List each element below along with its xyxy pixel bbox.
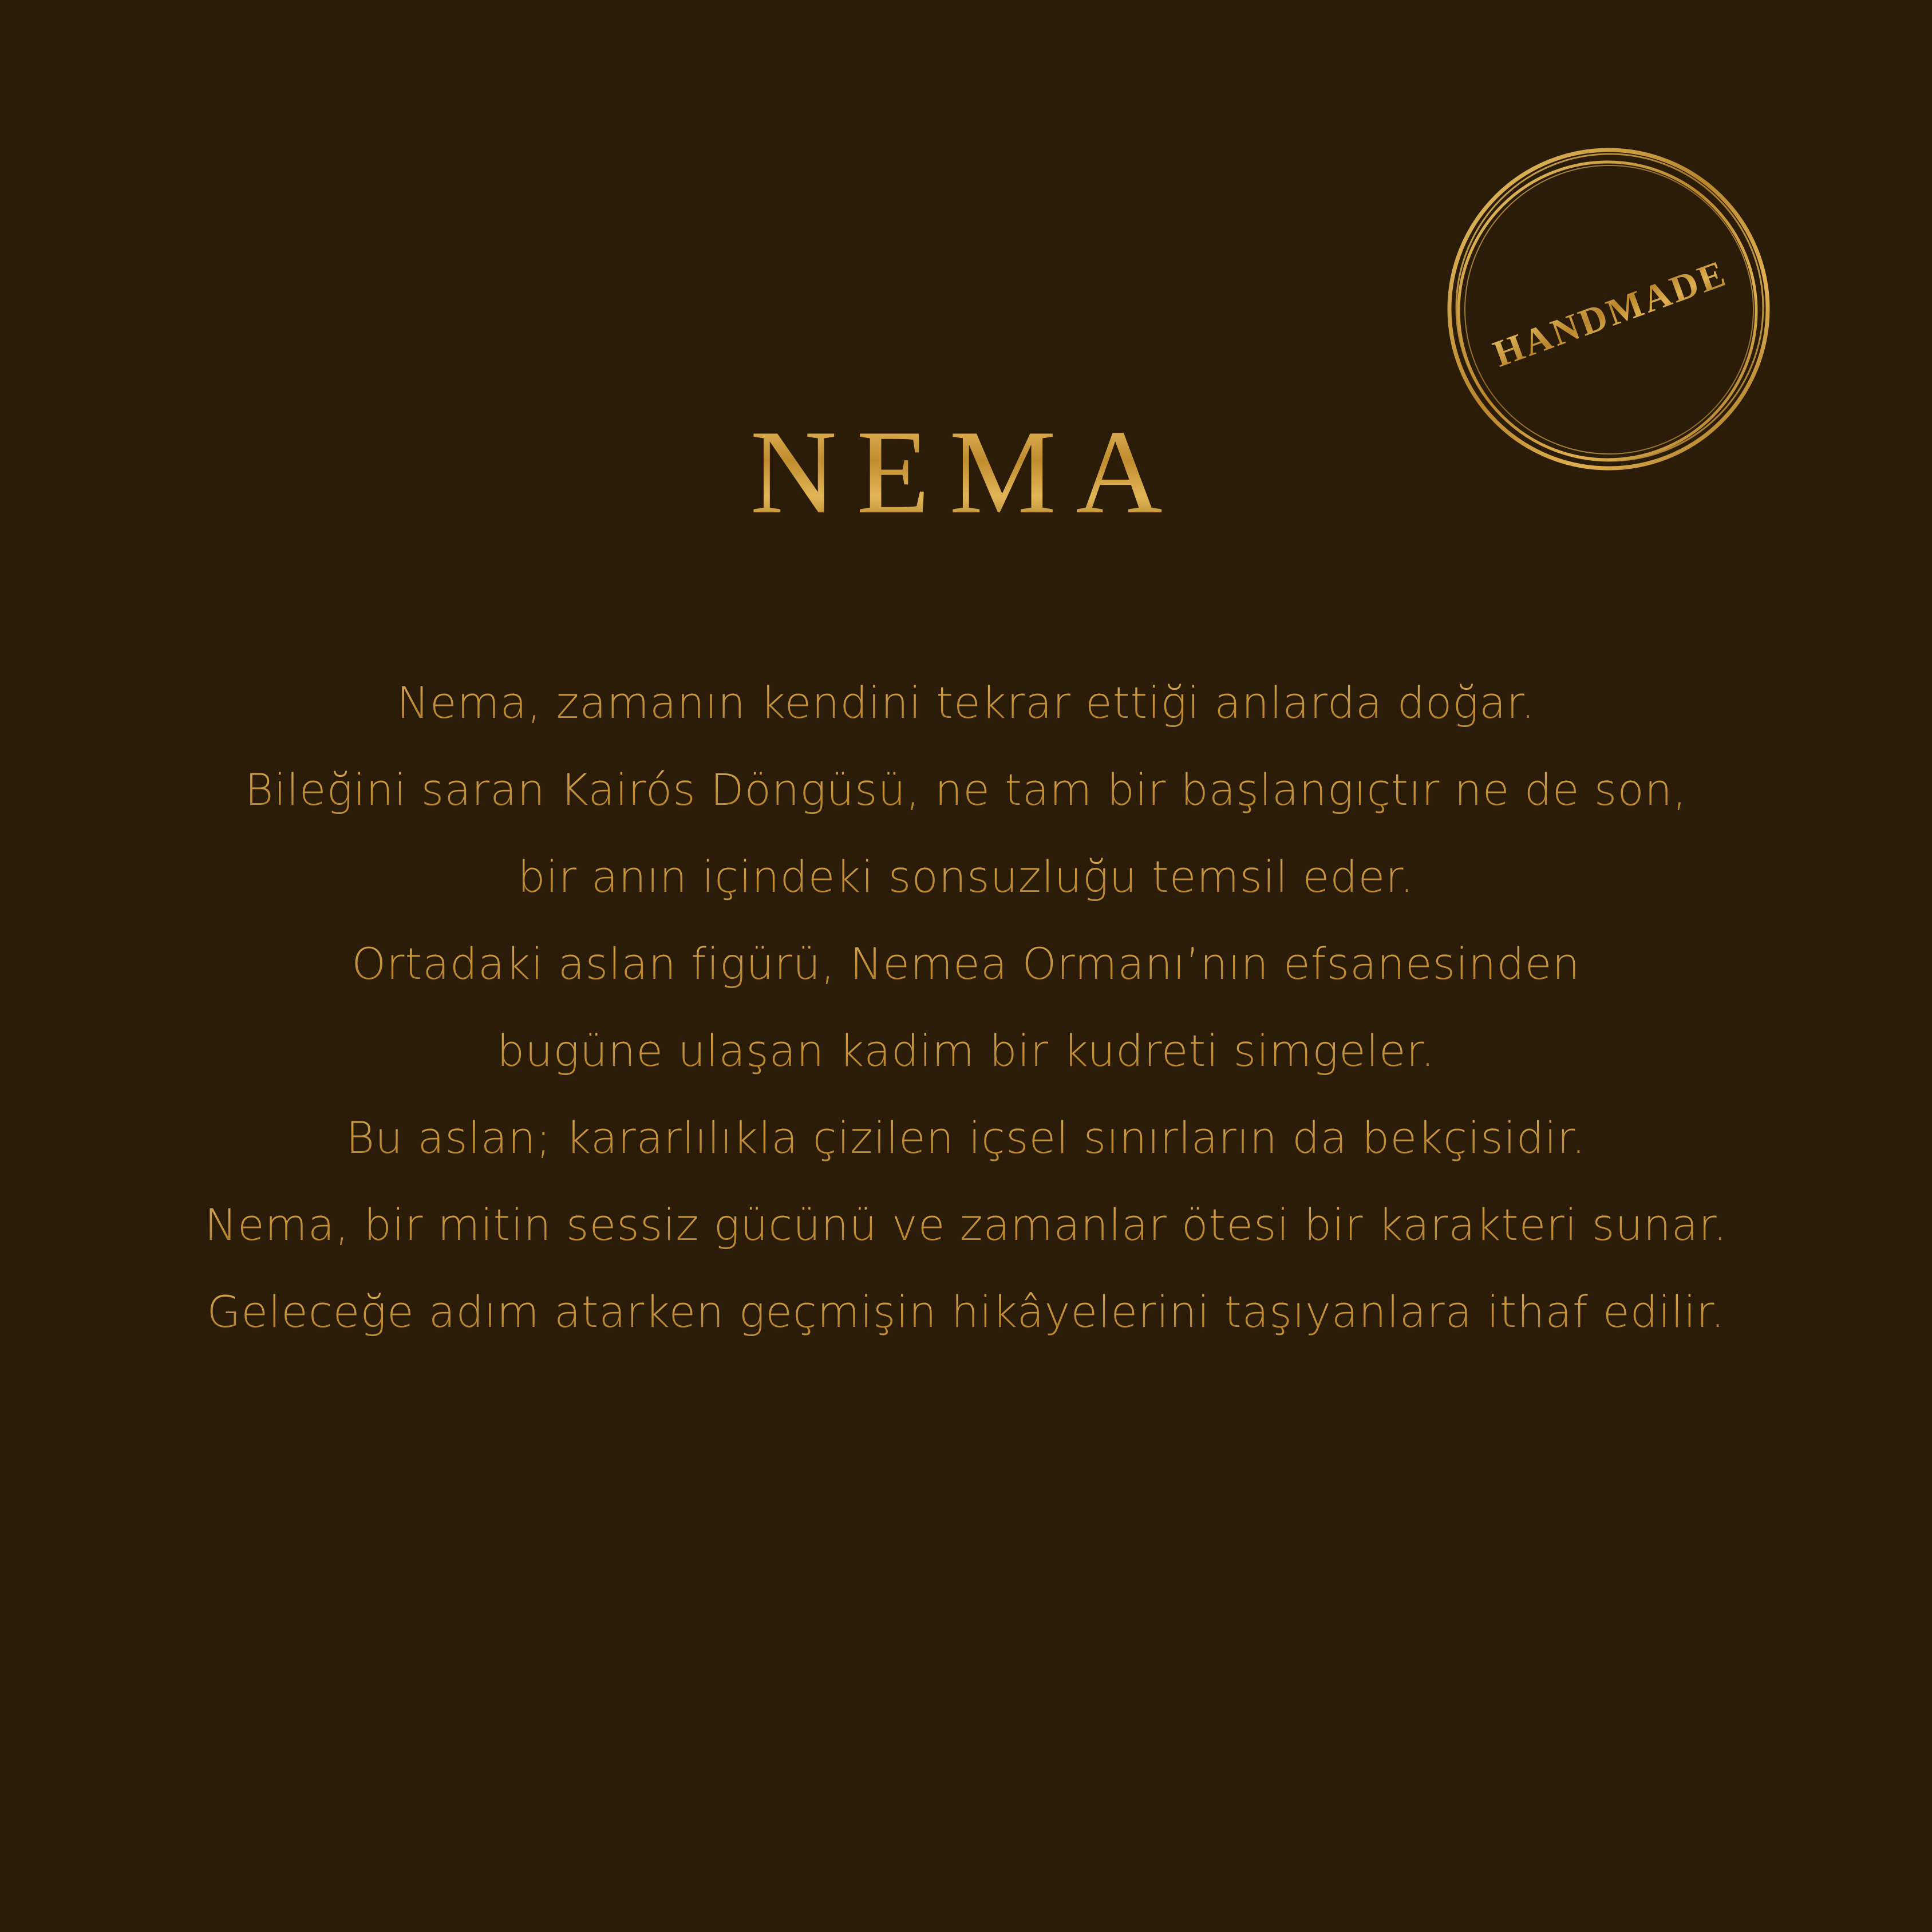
text-line: Geleceğe adım atarken geçmişin hikâyelerini taşıyanlara ithaf edilir. [0,1278,1932,1365]
text-line: Nema, zamanın kendini tekrar ettiği anlarda doğar. [0,669,1932,756]
stamp-label: HANDMADE [1488,252,1733,376]
text-line: bir anın içindeki sonsuzluğu temsil eder. [0,843,1932,930]
text-line: Bileğini saran Kairós Döngüsü, ne tam bir başlangıçtır ne de son, [0,756,1932,843]
page-title: NEMA [0,412,1932,532]
description-text [0,669,1932,1365]
text-line: Ortadaki aslan figürü, Nemea Ormanı’nın efsanesinden [0,930,1932,1017]
text-line: bugüne ulaşan kadim bir kudreti simgeler. [0,1017,1932,1104]
text-line: Bu aslan; kararlılıkla çizilen içsel sınırların da bekçisidir. [0,1104,1932,1191]
text-line: Nema, bir mitin sessiz gücünü ve zamanlar ötesi bir karakteri sunar. [0,1191,1932,1278]
